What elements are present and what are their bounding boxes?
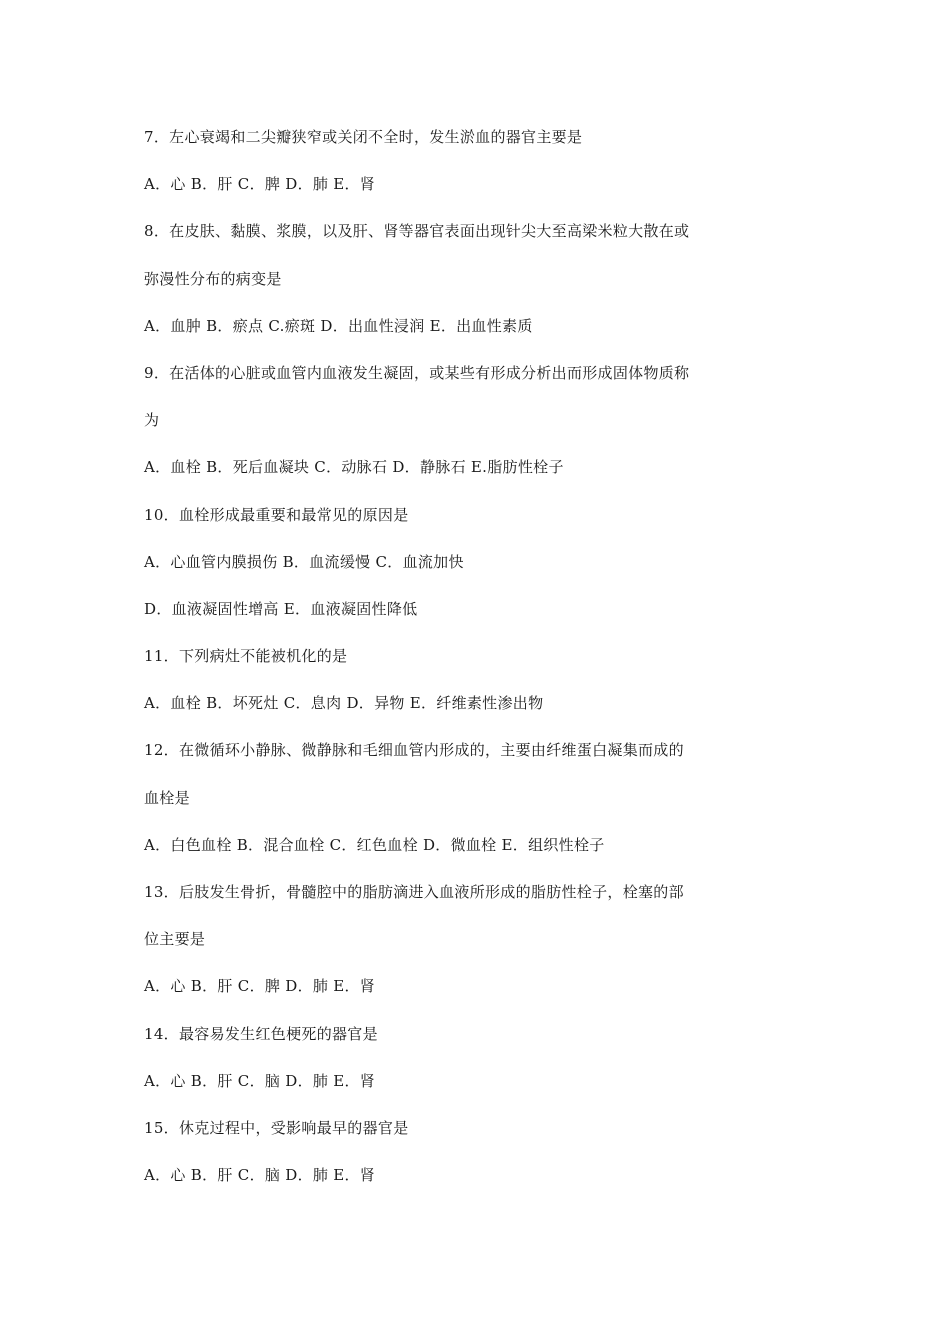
question-7-options: A．心 B．肝 C．脾 D．肺 E．肾 xyxy=(144,175,376,194)
question-7-stem: 7．左心衰竭和二尖瓣狭窄或关闭不全时，发生淤血的器官主要是 xyxy=(144,128,583,146)
question-13-stem: 13．后肢发生骨折，骨髓腔中的脂肪滴进入血液所形成的脂肪性栓子，栓塞的部 xyxy=(144,883,684,901)
question-9-options: A．血栓 B．死后血凝块 C．动脉石 D．静脉石 E.脂肪性栓子 xyxy=(144,458,564,477)
question-list xyxy=(144,120,784,1205)
question-9-stem-cont: 为 xyxy=(144,411,160,430)
question-12-options: A．白色血栓 B．混合血栓 C．红色血栓 D．微血栓 E．组织性栓子 xyxy=(144,835,605,854)
question-10-stem: 10．血栓形成最重要和最常见的原因是 xyxy=(144,505,409,524)
question-10-options-b: D．血液凝固性增高 E．血液凝固性降低 xyxy=(144,599,418,618)
question-8-options: A．血肿 B．瘀点 C.瘀斑 D．出血性浸润 E．出血性素质 xyxy=(144,316,533,335)
question-14-stem: 14．最容易发生红色梗死的器官是 xyxy=(144,1024,378,1043)
question-9-stem: 9．在活体的心脏或血管内血液发生凝固，或某些有形成分析出而形成固体物质称 xyxy=(144,363,690,382)
question-15-stem: 15．休克过程中，受影响最早的器官是 xyxy=(144,1118,409,1137)
question-12-stem: 12．在微循环小静脉、微静脉和毛细血管内形成的，主要由纤维蛋白凝集而成的 xyxy=(144,741,684,760)
question-10-options-a: A．心血管内膜损伤 B．血流缓慢 C．血流加快 xyxy=(144,552,464,571)
question-8-stem: 8．在皮肤、黏膜、浆膜，以及肝、肾等器官表面出现针尖大至高梁米粒大散在或 xyxy=(144,222,690,241)
question-15-options: A．心 B．肝 C．脑 D．肺 E．肾 xyxy=(144,1166,376,1185)
question-12-stem-cont: 血栓是 xyxy=(144,788,190,807)
question-11-stem: 11．下列病灶不能被机化的是 xyxy=(144,647,348,666)
question-8-stem-cont: 弥漫性分布的病变是 xyxy=(144,269,282,288)
question-13-options: A．心 B．肝 C．脾 D．肺 E．肾 xyxy=(144,977,376,996)
question-14-options: A．心 B．肝 C．脑 D．肺 E．肾 xyxy=(144,1071,376,1090)
question-13-stem-cont: 位主要是 xyxy=(144,930,206,949)
question-11-options: A．血栓 B．坏死灶 C．息肉 D．异物 E．纤维素性渗出物 xyxy=(144,694,544,713)
